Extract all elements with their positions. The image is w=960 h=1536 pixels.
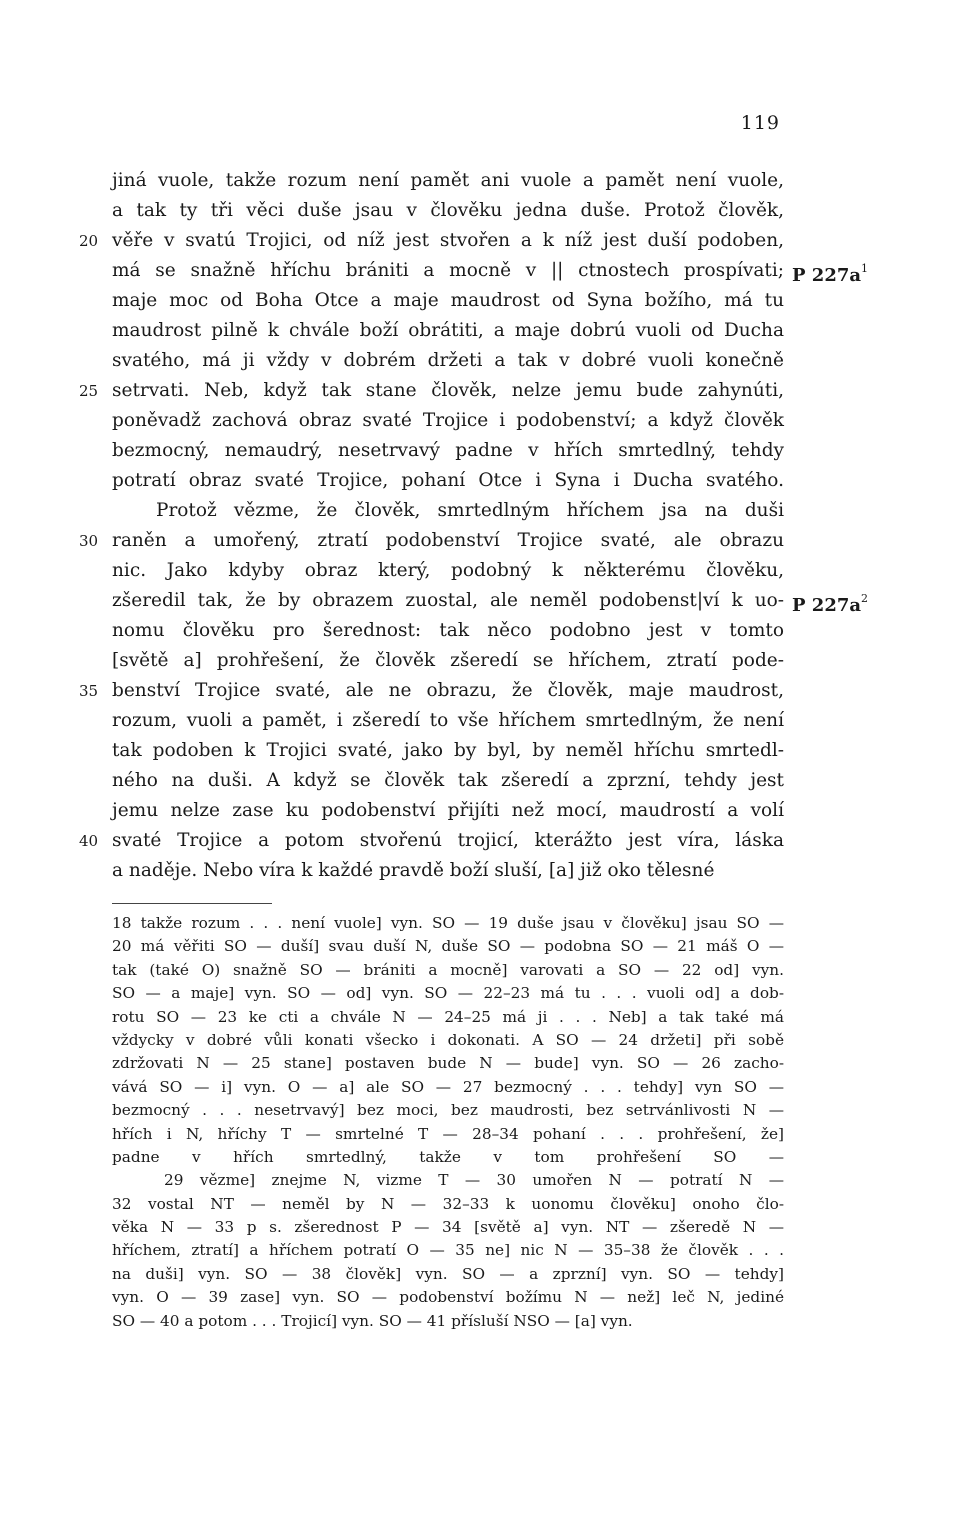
footnote-line: na duši] vyn. SO — 38 člověk] vyn. SO — a zprzní] vyn. SO — tehdy] (112, 1264, 784, 1283)
line-text: setrvati. Neb, když tak stane člověk, nelze jemu bude zahynúti, (112, 380, 784, 401)
text-line (112, 736, 784, 766)
footnote-line: 20 má věřiti SO — duší] svau duší N, duše SO — podobna SO — 21 máš O — (112, 937, 784, 956)
folio-reference-text: P 227a (792, 265, 862, 286)
line-text: poněvadž zachová obraz svaté Trojice i podobenství; a když člověk (112, 410, 784, 431)
line-text: raněn a umořený, ztratí podobenství Trojice svaté, ale obrazu (112, 530, 784, 551)
footnote-line: tak (také O) snažně SO — brániti a mocně] varovati a SO — 22 od] vyn. (112, 960, 784, 979)
text-line (79, 676, 784, 706)
text-line (112, 586, 869, 616)
line-text: a tak ty tři věci duše jsau v člověku jedna duše. Protož člověk, (112, 200, 784, 221)
footnote-line: hřích i N, hříchy T — smrtelné T — 28–34 pohaní . . . prohřešení, že] (112, 1124, 784, 1143)
text-line (112, 706, 784, 736)
line-text: věře v svatú Trojici, od níž jest stvořen a k níž jest duší podoben, (112, 230, 784, 251)
footnote-line: vždycky v dobré vůli konati všecko i dokonati. A SO — 24 držeti] při sobě (112, 1030, 784, 1049)
text-line (112, 796, 784, 826)
text-line (79, 376, 784, 406)
line-text: jiná vuole, takže rozum není pamět ani vuole a pamět není vuole, (112, 170, 784, 191)
line-text: Protož vězme, že člověk, smrtedlným hříchem jsa na duši (156, 500, 784, 521)
footnote-line: SO — 40 a potom . . . Trojicí] vyn. SO — 41 přísluší NSO — [a] vyn. (112, 1311, 633, 1330)
text-line (112, 556, 784, 586)
folio-reference-sup: 2 (861, 592, 869, 605)
text-line (112, 196, 784, 226)
text-line (79, 826, 784, 856)
line-text: rozum, vuoli a pamět, i zšeredí to vše hříchem smrtedlným, že není (112, 710, 784, 731)
footnote-line: rotu SO — 23 ke cti a chvále N — 24–25 má ji . . . Neb] a tak také má (112, 1007, 784, 1026)
text-line (112, 256, 869, 286)
line-number: 35 (79, 682, 99, 700)
text-line (112, 766, 784, 796)
text-line (79, 226, 784, 256)
folio-reference (792, 256, 868, 291)
line-text: nomu člověku pro šerednost: tak něco podobno jest v tomto (112, 620, 784, 641)
line-text: má se snažně hříchu brániti a mocně v || ctnostech prospívati; (112, 260, 784, 281)
line-text: svatého, má ji vždy v dobrém držeti a tak v dobré vuoli konečně (112, 350, 784, 371)
line-text: svaté Trojice a potom stvořenú trojicí, kterážto jest víra, láska (112, 830, 784, 851)
footnote-line: vyn. O — 39 zase] vyn. SO — podobenství božímu N — než] leč N, jediné (112, 1288, 784, 1307)
text-line (112, 466, 784, 496)
footnote-line: padne v hřích smrtedlný, takže v tom prohřešení SO — (112, 1147, 784, 1166)
line-text: nic. Jako kdyby obraz který, podobný k některému člověku, (112, 560, 784, 581)
text-line (112, 436, 784, 466)
folio-reference-sup: 1 (861, 262, 869, 275)
line-text: ného na duši. A když se člověk tak zšeredí a zprzní, tehdy jest (112, 770, 784, 791)
line-text: zšeredil tak, že by obrazem zuostal, ale neměl podobenst|ví k uo- (112, 590, 784, 611)
line-number: 20 (79, 232, 99, 250)
line-text: a naděje. Nebo víra k každé pravdě boží sluší, [a] již oko tělesné (112, 860, 715, 881)
line-number: 25 (79, 382, 99, 400)
line-text: potratí obraz svaté Trojice, pohaní Otce i Syna i Ducha svatého. (112, 470, 784, 491)
line-text: [světě a] prohřešení, že člověk zšeredí se hříchem, ztratí pode- (112, 650, 784, 671)
text-line (112, 646, 784, 676)
line-text: jemu nelze zase ku podobenství přijíti než mocí, maudrostí a volí (112, 800, 784, 821)
line-text: maje moc od Boha Otce a maje maudrost od Syna božího, má tu (112, 290, 784, 311)
footnotes (112, 912, 784, 1333)
footnote-line: bezmocný . . . nesetrvavý] bez moci, bez maudrosti, bez setrvánlivosti N — (112, 1101, 784, 1120)
text-line (112, 496, 784, 526)
text-line (112, 856, 784, 886)
footnote-line: 18 takže rozum . . . není vuole] vyn. SO — 19 duše jsau v člověku] jsau SO — (112, 914, 784, 932)
text-line (112, 316, 784, 346)
line-text: benství Trojice svaté, ale ne obrazu, že člověk, maje maudrost, (112, 680, 784, 701)
text-line (112, 616, 784, 646)
text-line (112, 406, 784, 436)
line-text: bezmocný, nemaudrý, nesetrvavý padne v hřích smrtedlný, tehdy (112, 440, 784, 461)
line-number: 40 (79, 832, 99, 850)
line-number: 30 (79, 532, 99, 550)
folio-reference (792, 586, 868, 621)
footnote-line: 32 vostal NT — neměl by N — 32–33 k uonomu člověku] onoho člo- (112, 1194, 784, 1213)
folio-reference-text: P 227a (792, 595, 862, 616)
line-text: maudrost pilně k chvále boží obrátiti, a maje dobrú vuoli od Ducha (112, 320, 784, 341)
footnote-line: hříchem, ztratí] a hříchem potratí O — 35 ne] nic N — 35–38 že člověk . . . (112, 1241, 784, 1260)
footnote-line: 29 vězme] znejme N, vizme T — 30 umořen N — potratí N — (164, 1171, 784, 1190)
footnote-line: zdržovati N — 25 stane] postaven bude N — bude] vyn. SO — 26 zacho- (112, 1054, 784, 1073)
footnote-line: vává SO — i] vyn. O — a] ale SO — 27 bezmocný . . . tehdy] vyn SO — (112, 1077, 784, 1096)
text-line (112, 286, 784, 316)
main-text (79, 166, 869, 886)
page-number: 119 (740, 112, 780, 134)
text-line (112, 166, 784, 196)
line-text: tak podoben k Trojici svaté, jako by byl, by neměl hříchu smrtedl- (112, 740, 784, 761)
text-line (112, 346, 784, 376)
footnote-separator (112, 903, 272, 904)
text-line (79, 526, 784, 556)
footnote-line: věka N — 33 p s. zšerednost P — 34 [světě a] vyn. NT — zšeredě N — (112, 1218, 784, 1237)
footnote-line: SO — a maje] vyn. SO — od] vyn. SO — 22–23 má tu . . . vuoli od] a dob- (112, 984, 784, 1003)
